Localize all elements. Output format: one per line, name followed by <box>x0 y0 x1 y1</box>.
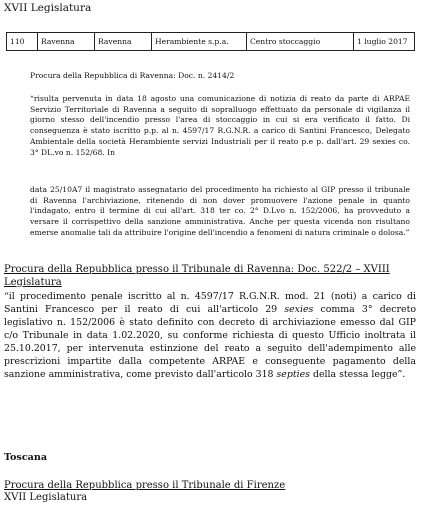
cell-date: 1 luglio 2017 <box>354 33 415 51</box>
quote-italic: septies <box>276 369 310 380</box>
quote-text: “il procedimento penale iscritto al n. 4597/17 R.G.N.R. mod. 21 (noti) a carico di Santini Francesco per il reato di cui all'articolo 29 <box>4 291 416 315</box>
cell-province: Ravenna <box>38 33 95 51</box>
section3-legislature: XVII Legislatura <box>4 492 88 503</box>
cell-municipality: Ravenna <box>95 33 152 51</box>
quote-text: comma 3° decreto legislativo n. 152/2006 è stato definito con decreto di archiviazione emesso dal GIP c/o Tribunale in data 1.02.2020, su conforme richiesta di questo Ufficio inoltrata il 25.10.2017, per intervenuta estinzione del reato a seguito dell'adempimento alle prescrizioni impartite dalla competente ARPAE e conseguente pagamento della sanzione amministrativa, come previsto dall'articolo 318 <box>4 304 416 380</box>
section2-quote <box>4 290 416 381</box>
quote-text: della stessa legge”. <box>309 369 406 380</box>
section1-quote: “risulta pervenuta in data 18 agosto una comunicazione di notizia di reato da parte di ARPAE Servizio Territoriale di Ravenna a seguito di sopralluogo effettuato da personale di vigilanza il giorno stesso dell'incendio presso l'area di stoccaggio in cui si era verificato il fatto. Di conseguenza è stato iscritto p.p. al n. 4597/17 R.G.N.R. a carico di Santini Francesco, Delegato Ambientale della società Herambiente servizi Industriali per il reato p.e p. dall'art. 29 sexies co. 3° DL.vo n. 152/68. In <box>30 94 410 157</box>
quote-italic: sexies <box>284 304 314 315</box>
legislature-header: XVII Legislatura <box>4 2 92 14</box>
section1-reference: Procura della Repubblica di Ravenna: Doc. n. 2414/2 <box>30 71 235 80</box>
section3-heading: Procura della Repubblica presso il Tribunale di Firenze <box>4 480 286 491</box>
section1-paragraph: data 25/10A7 il magistrato assegnatario del procedimento ha richiesto al GIP presso il tribunale di Ravenna l'archiviazione, ritenendo di non dover promuovere l'azione penale in quanto l'indagato, entro il termine di cui all'art. 318 ter co. 2° D.Lvo n. 152/2006, ha provveduto a versare il corrispettivo della sanzione amministrativa. Anche per questa vicenda non risultano emerse anomalie tali da attribuire l'origine dell'incendio a fenomeni di natura criminale o dolosa.” <box>30 185 410 237</box>
cell-site-type: Centro stoccaggio <box>247 33 354 51</box>
cell-number: 110 <box>7 33 38 51</box>
region-heading: Toscana <box>4 452 48 463</box>
section2-heading: Procura della Repubblica presso il Tribunale di Ravenna: Doc. 522/2 – XVIII Legislatura <box>4 264 390 288</box>
cell-company: Herambiente s.p.a. <box>152 33 247 51</box>
record-table <box>6 32 415 51</box>
table-row <box>7 33 415 51</box>
